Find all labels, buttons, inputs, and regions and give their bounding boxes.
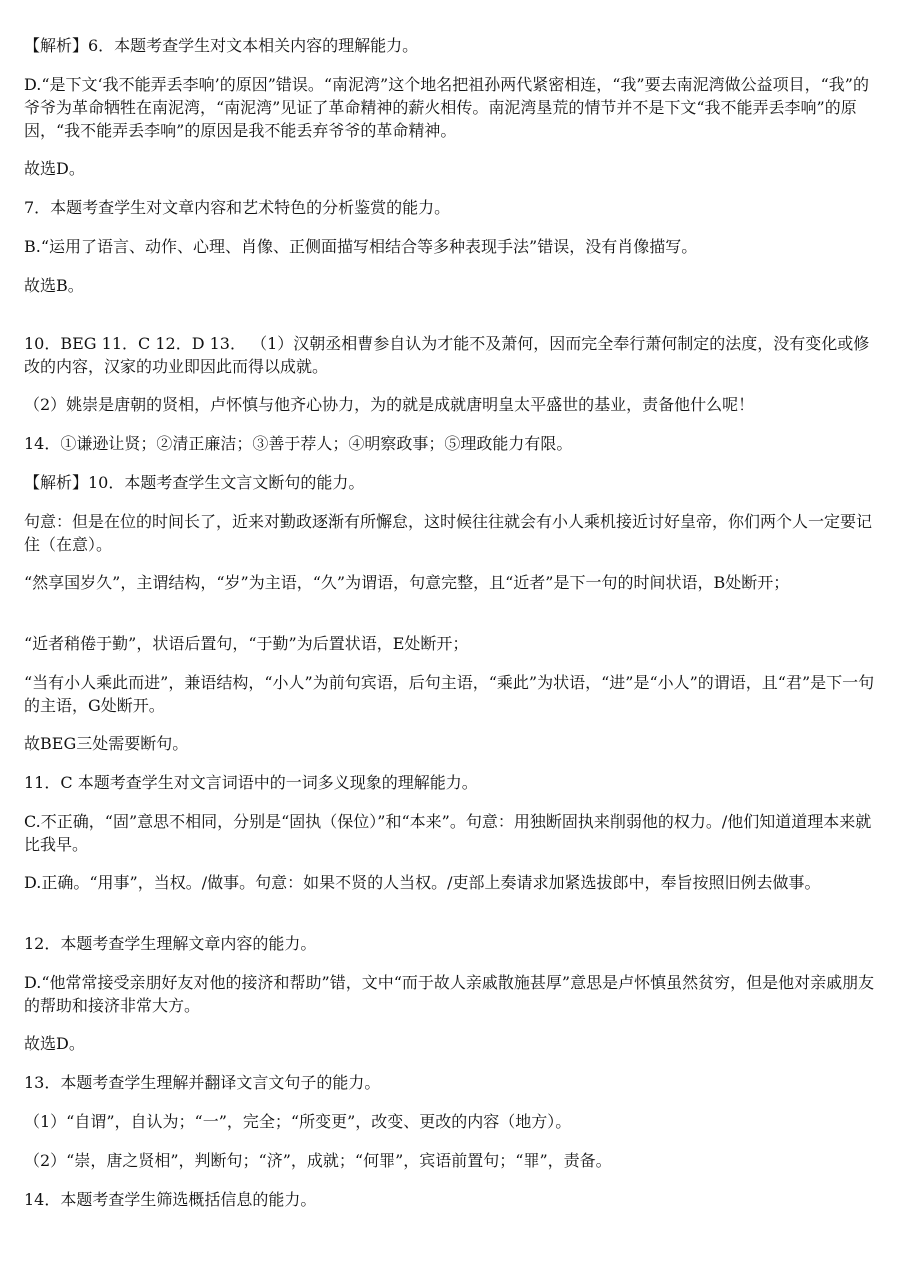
- paragraph: D.正确。“用事”，当权。/做事。句意：如果不贤的人当权。/吏部上奏请求加紧选拔郎中，奉旨按照旧例去做事。: [24, 873, 821, 892]
- paragraph: 句意：但是在位的时间长了，近来对勤政逐渐有所懈怠，这时候往往就会有小人乘机接近讨好皇帝，你们两个人一定要记住（在意）。: [24, 512, 873, 554]
- paragraph: 10．BEG 11．C 12．D 13． （1）汉朝丞相曹参自认为才能不及萧何，因而完全奉行萧何制定的法度，没有变化或修改的内容，汉家的功业即因此而得以成就。: [24, 334, 870, 376]
- paragraph: C.不正确，“固”意思不相同，分别是“固执（保位）”和“本来”。句意：用独断固执来削弱他的权力。/他们知道道理本来就比我早。: [24, 812, 872, 854]
- paragraph: 故选D。: [24, 159, 85, 178]
- paragraph: 【解析】10．本题考查学生文言文断句的能力。: [24, 473, 365, 492]
- paragraph: （2）姚崇是唐朝的贤相，卢怀慎与他齐心协力，为的就是成就唐明皇太平盛世的基业，责备他什么呢！: [24, 395, 755, 414]
- paragraph: （2）“崇，唐之贤相”，判断句；“济”，成就；“何罪”，宾语前置句；“罪”，责备。: [24, 1151, 612, 1170]
- paragraph: 7．本题考查学生对文章内容和艺术特色的分析鉴赏的能力。: [24, 198, 451, 217]
- paragraph: “当有小人乘此而进”，兼语结构，“小人”为前句宾语，后句主语，“乘此”为状语，“进”是“小人”的谓语，且“君”是下一句的主语，G处断开。: [24, 673, 875, 715]
- paragraph: 故选B。: [24, 276, 84, 295]
- paragraph: 【解析】6．本题考查学生对文本相关内容的理解能力。: [24, 36, 419, 55]
- paragraph: 14．①谦逊让贤；②清正廉洁；③善于荐人；④明察政事；⑤理政能力有限。: [24, 434, 573, 453]
- paragraph: D.“他常常接受亲朋好友对他的接济和帮助”错，文中“而于故人亲戚散施甚厚”意思是卢怀慎虽然贫穷，但是他对亲戚朋友的帮助和接济非常大方。: [24, 973, 875, 1015]
- paragraph: 12．本题考查学生理解文章内容的能力。: [24, 934, 317, 953]
- paragraph: “然享国岁久”，主谓结构，“岁”为主语，“久”为谓语，句意完整，且“近者”是下一句的时间状语，B处断开；: [24, 573, 790, 592]
- paragraph: 11．C 本题考查学生对文言词语中的一词多义现象的理解能力。: [24, 773, 478, 792]
- paragraph: 13．本题考查学生理解并翻译文言文句子的能力。: [24, 1073, 381, 1092]
- paragraph: 故BEG三处需要断句。: [24, 734, 189, 753]
- paragraph: B.“运用了语言、动作、心理、肖像、正侧面描写相结合等多种表现手法”错误，没有肖像描写。: [24, 237, 698, 256]
- paragraph: 故选D。: [24, 1034, 85, 1053]
- paragraph: D.“是下文‘我不能弄丢李响’的原因”错误。“南泥湾”这个地名把祖孙两代紧密相连，“我”要去南泥湾做公益项目，“我”的爷爷为革命牺牲在南泥湾，“南泥湾”见证了革命精神的薪火相传。南泥湾垦荒的情节并不是下文“我不能弄丢李响”的原因，“我不能弄丢李响”的原因是我不能丢弃爷爷的革命精神。: [24, 75, 869, 140]
- paragraph: “近者稍倦于勤”，状语后置句，“于勤”为后置状语，E处断开；: [24, 634, 469, 653]
- paragraph: （1）“自谓”，自认为；“一”，完全；“所变更”，改变、更改的内容（地方）。: [24, 1112, 572, 1131]
- paragraph: 14．本题考查学生筛选概括信息的能力。: [24, 1190, 317, 1209]
